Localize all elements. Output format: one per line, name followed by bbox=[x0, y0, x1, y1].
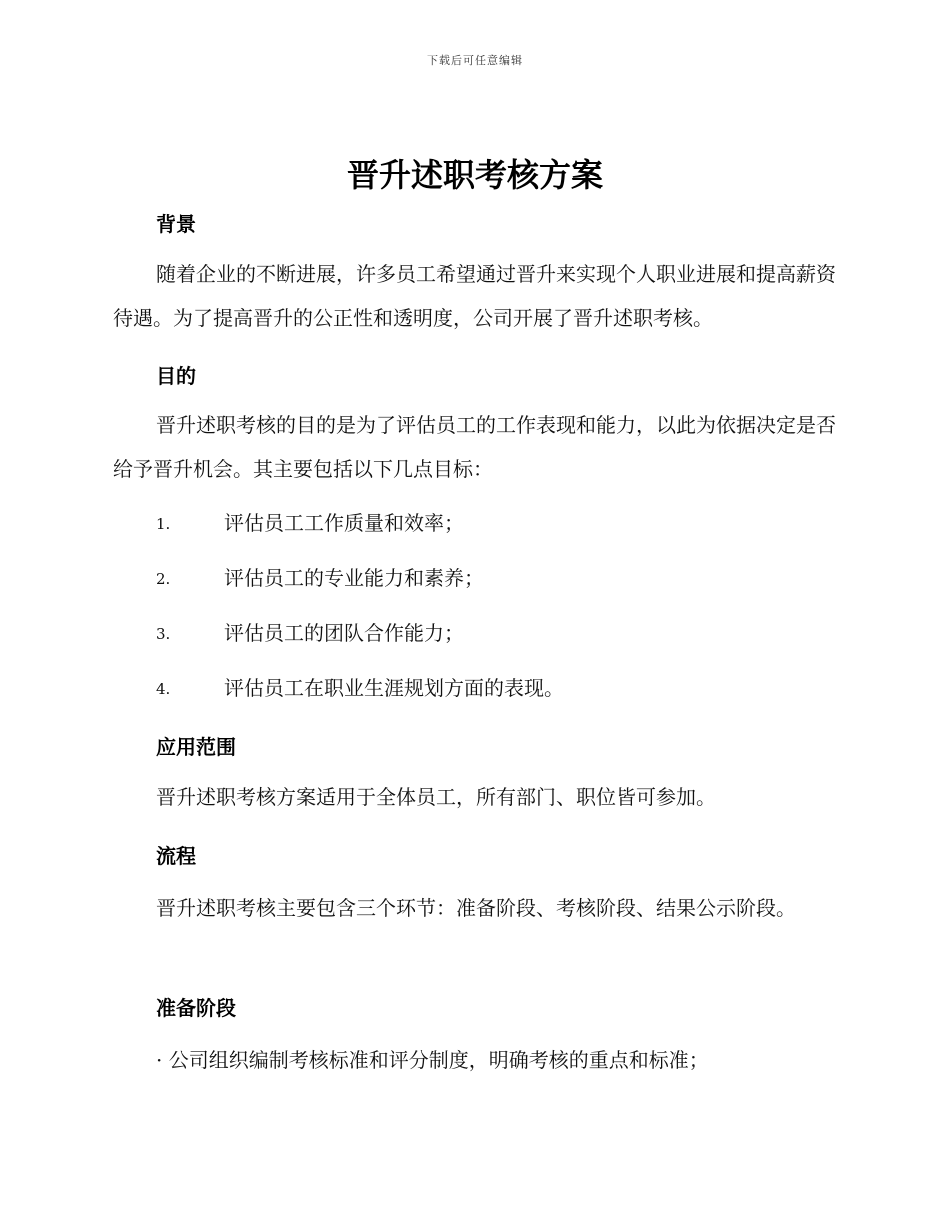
section-heading-scope: 应用范围 bbox=[156, 735, 236, 759]
list-item-text: 评估员工的专业能力和素养； bbox=[224, 566, 484, 590]
list-item-text: 评估员工工作质量和效率； bbox=[224, 511, 464, 535]
list-item-text: 评估员工的团队合作能力； bbox=[224, 621, 464, 645]
list-item-number: 4. bbox=[156, 680, 171, 698]
purpose-paragraph: 晋升述职考核的目的是为了评估员工的工作表现和能力，以此为依据决定是否给予晋升机会。其主要包括以下几点目标： bbox=[113, 413, 836, 481]
list-item-number: 3. bbox=[156, 625, 171, 643]
list-item bbox=[156, 619, 464, 648]
section-heading-purpose: 目的 bbox=[156, 364, 196, 388]
section-heading-preparation: 准备阶段 bbox=[156, 996, 236, 1020]
list-item-text: 评估员工在职业生涯规划方面的表现。 bbox=[224, 676, 564, 700]
section-heading-background: 背景 bbox=[156, 212, 196, 236]
document-title: 晋升述职考核方案 bbox=[346, 156, 603, 194]
scope-paragraph: 晋升述职考核方案适用于全体员工，所有部门、职位皆可参加。 bbox=[156, 785, 716, 809]
section-heading-process: 流程 bbox=[156, 844, 196, 868]
bullet-item: · 公司组织编制考核标准和评分制度，明确考核的重点和标准； bbox=[156, 1048, 709, 1072]
process-paragraph: 晋升述职考核主要包含三个环节：准备阶段、考核阶段、结果公示阶段。 bbox=[156, 896, 796, 920]
background-paragraph: 随着企业的不断进展，许多员工希望通过晋升来实现个人职业进展和提高薪资待遇。为了提高晋升的公正性和透明度，公司开展了晋升述职考核。 bbox=[113, 262, 836, 330]
list-item bbox=[156, 674, 564, 703]
page-header-note: 下载后可任意编辑 bbox=[427, 54, 523, 67]
list-item-number: 1. bbox=[156, 515, 171, 533]
list-item bbox=[156, 509, 464, 538]
list-item-number: 2. bbox=[156, 570, 171, 588]
list-item bbox=[156, 564, 484, 593]
